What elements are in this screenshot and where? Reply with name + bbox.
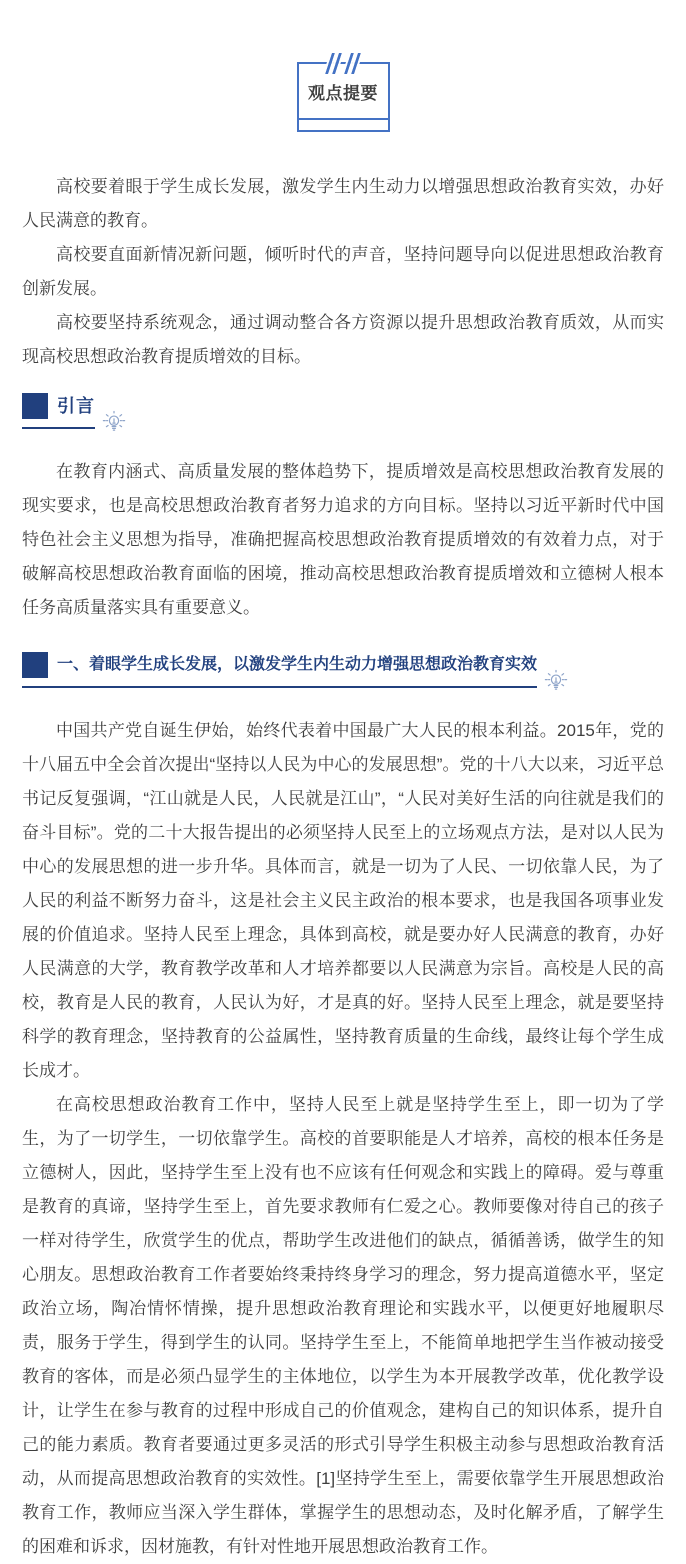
summary-box-divider (299, 118, 388, 120)
paragraph: 在教育内涵式、高质量发展的整体趋势下，提质增效是高校思想政治教育发展的现实要求，也是高校思想政治教育者努力追求的方向目标。坚持以习近平新时代中国特色社会主义思想为指导，准确把握高校思想政治教育提质增效的有效着力点，对于破解高校思想政治教育面临的困境，推动高校思想政治教育提质增效和立德树人根本任务高质量落实具有重要意义。 (22, 462, 664, 617)
heading-square-marker (22, 393, 48, 419)
heading-underline (22, 652, 537, 688)
paragraph: 在高校思想政治教育工作中，坚持人民至上就是坚持学生至上，即一切为了学生，为了一切学生，一切依靠学生。高校的首要职能是人才培养，高校的根本任务是立德树人，因此，坚持学生至上没有也不应该有任何观念和实践上的障碍。爱与尊重是教育的真谛，坚持学生至上，首先要求教师有仁爱之心。教师要像对待自己的孩子一样对待学生，欣赏学生的优点，帮助学生改进他们的缺点，循循善诱，做学生的知心朋友。思想政治教育工作者要始终秉持终身学习的理念，努力提高道德水平，坚定政治立场，陶冶情怀情操，提升思想政治教育理论和实践水平，以便更好地履职尽责，服务于学生，得到学生的认同。坚持学生至上，不能简单地把学生当作被动接受教育的客体，而是必须凸显学生的主体地位，以学生为本开展教学改革，优化教学设计，让学生在参与教育的过程中形成自己的价值观念，建构自己的知识体系，提升自己的能力素质。教育者要通过更多灵活的形式引导学生积极主动参与思想政治教育活动，从而提高思想政治教育的实效性。[1]坚持学生至上，需要依靠学生开展思想政治教育工作，教师应当深入学生群体，掌握学生的思想动态，及时化解矛盾，了解学生的困难和诉求，因材施教，有针对性地开展思想政治教育工作。 (22, 1095, 664, 1556)
summary-point: 高校要着眼于学生成长发展，激发学生内生动力以增强思想政治教育实效，办好人民满意的教育。 (22, 177, 664, 230)
paragraph: 中国共产党自诞生伊始，始终代表着中国最广大人民的根本利益。2015年，党的十八届五中全会首次提出“坚持以人民为中心的发展思想”。党的十八大以来，习近平总书记反复强调，“江山就是人民，人民就是江山”，“人民对美好生活的向往就是我们的奋斗目标”。党的二十大报告提出的必须坚持人民至上的立场观点方法，是对以人民为中心的发展思想的进一步升华。具体而言，就是一切为了人民、一切依靠人民，为了人民的利益不断努力奋斗，这是社会主义民主政治的根本要求，也是我国各项事业发展的价值追求。坚持人民至上理念，具体到高校，就是要办好人民满意的教育，办好人民满意的大学，教育教学改革和人才培养都要以人民满意为宗旨。高校是人民的高校，教育是人民的教育，人民认为好，才是真的好。坚持人民至上理念，就是要坚持科学的教育理念，坚持教育的公益属性，坚持教育质量的生命线，最终让每个学生成长成才。 (22, 721, 664, 1080)
section-header-one (22, 652, 664, 688)
intro-paragraphs (22, 455, 664, 625)
heading-square-marker (22, 652, 48, 678)
section-heading-intro: 引言 (57, 396, 95, 416)
section-heading-one: 一、着眼学生成长发展，以激发学生内生动力增强思想政治教育实效 (57, 656, 538, 673)
summary-point: 高校要坚持系统观念，通过调动整合各方资源以提升思想政治教育质效，从而实现高校思想政治教育提质增效的目标。 (22, 313, 664, 366)
section-one-paragraphs (22, 714, 664, 1564)
summary-box-title: 观点提要 (308, 84, 378, 103)
section-header-intro (22, 393, 664, 429)
lightbulb-icon (544, 669, 568, 694)
summary-box (297, 62, 390, 132)
summary-point: 高校要直面新情况新问题，倾听时代的声音，坚持问题导向以促进思想政治教育创新发展。 (22, 245, 664, 298)
lightbulb-icon (102, 410, 126, 435)
summary-points (22, 170, 664, 374)
double-slash-icon (329, 53, 358, 74)
heading-underline (22, 393, 95, 429)
